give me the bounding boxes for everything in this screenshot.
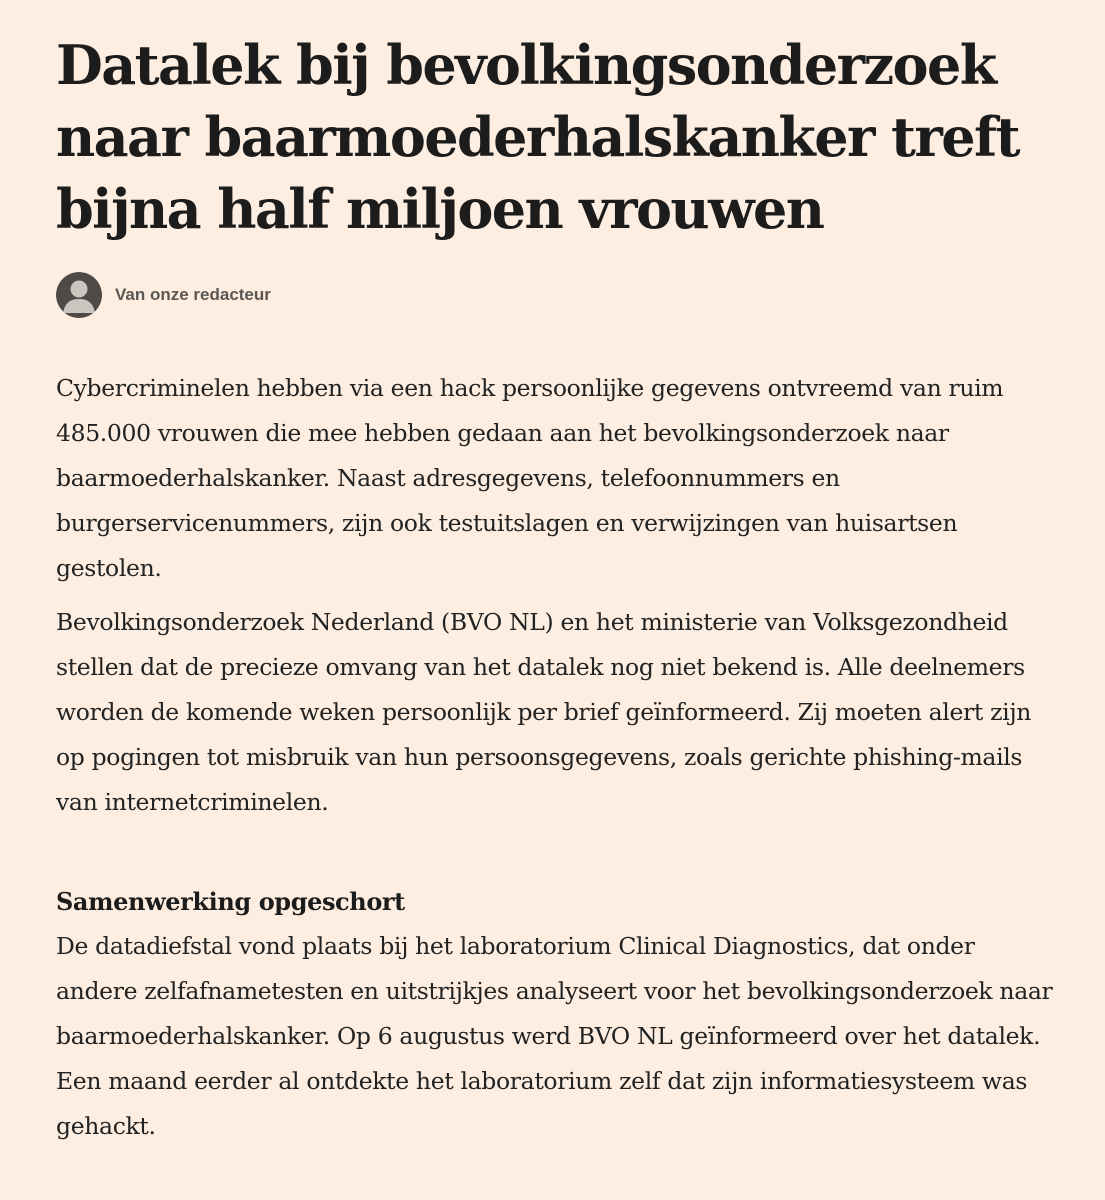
- article-paragraph: Cybercriminelen hebben via een hack persoonlijke gegevens ontvreemd van ruim 485.000 vrouwen die mee hebben gedaan aan het bevolkingsonderzoek naar baarmoederhalskanker. Naast adresgegevens, telefoonnummers en burgerservicenummers, zijn ook testuitslagen en verwijzingen van huisartsen gestolen.: [56, 374, 1004, 582]
- article-headline: Datalek bij bevolkingsonderzoek naar baarmoederhalskanker treft bijna half miljoen vrouwen: [56, 33, 1019, 241]
- article-paragraph: Bevolkingsonderzoek Nederland (BVO NL) en het ministerie van Volksgezondheid stellen dat de precieze omvang van het datalek nog niet bekend is. Alle deelnemers worden de komende weken persoonlijk per brief geïnformeerd. Zij moeten alert zijn op pogingen tot misbruik van hun persoonsgegevens, zoals gerichte phishing-mails van internetcriminelen.: [56, 608, 1032, 816]
- byline-author[interactable]: Van onze redacteur: [115, 285, 271, 304]
- article-subheading: Samenwerking opgeschort: [56, 887, 405, 916]
- article-paragraph: De datadiefstal vond plaats bij het laboratorium Clinical Diagnostics, dat onder andere zelfafnametesten en uitstrijkjes analyseert voor het bevolkingsonderzoek naar baarmoederhalskanker. Op 6 augustus werd BVO NL geïnformeerd over het datalek. Een maand eerder al ontdekte het laboratorium zelf dat zijn informatiesysteem was gehackt.: [56, 932, 1053, 1140]
- article-body: [56, 366, 1056, 1149]
- byline: [56, 271, 1065, 319]
- user-avatar-icon[interactable]: [56, 272, 102, 318]
